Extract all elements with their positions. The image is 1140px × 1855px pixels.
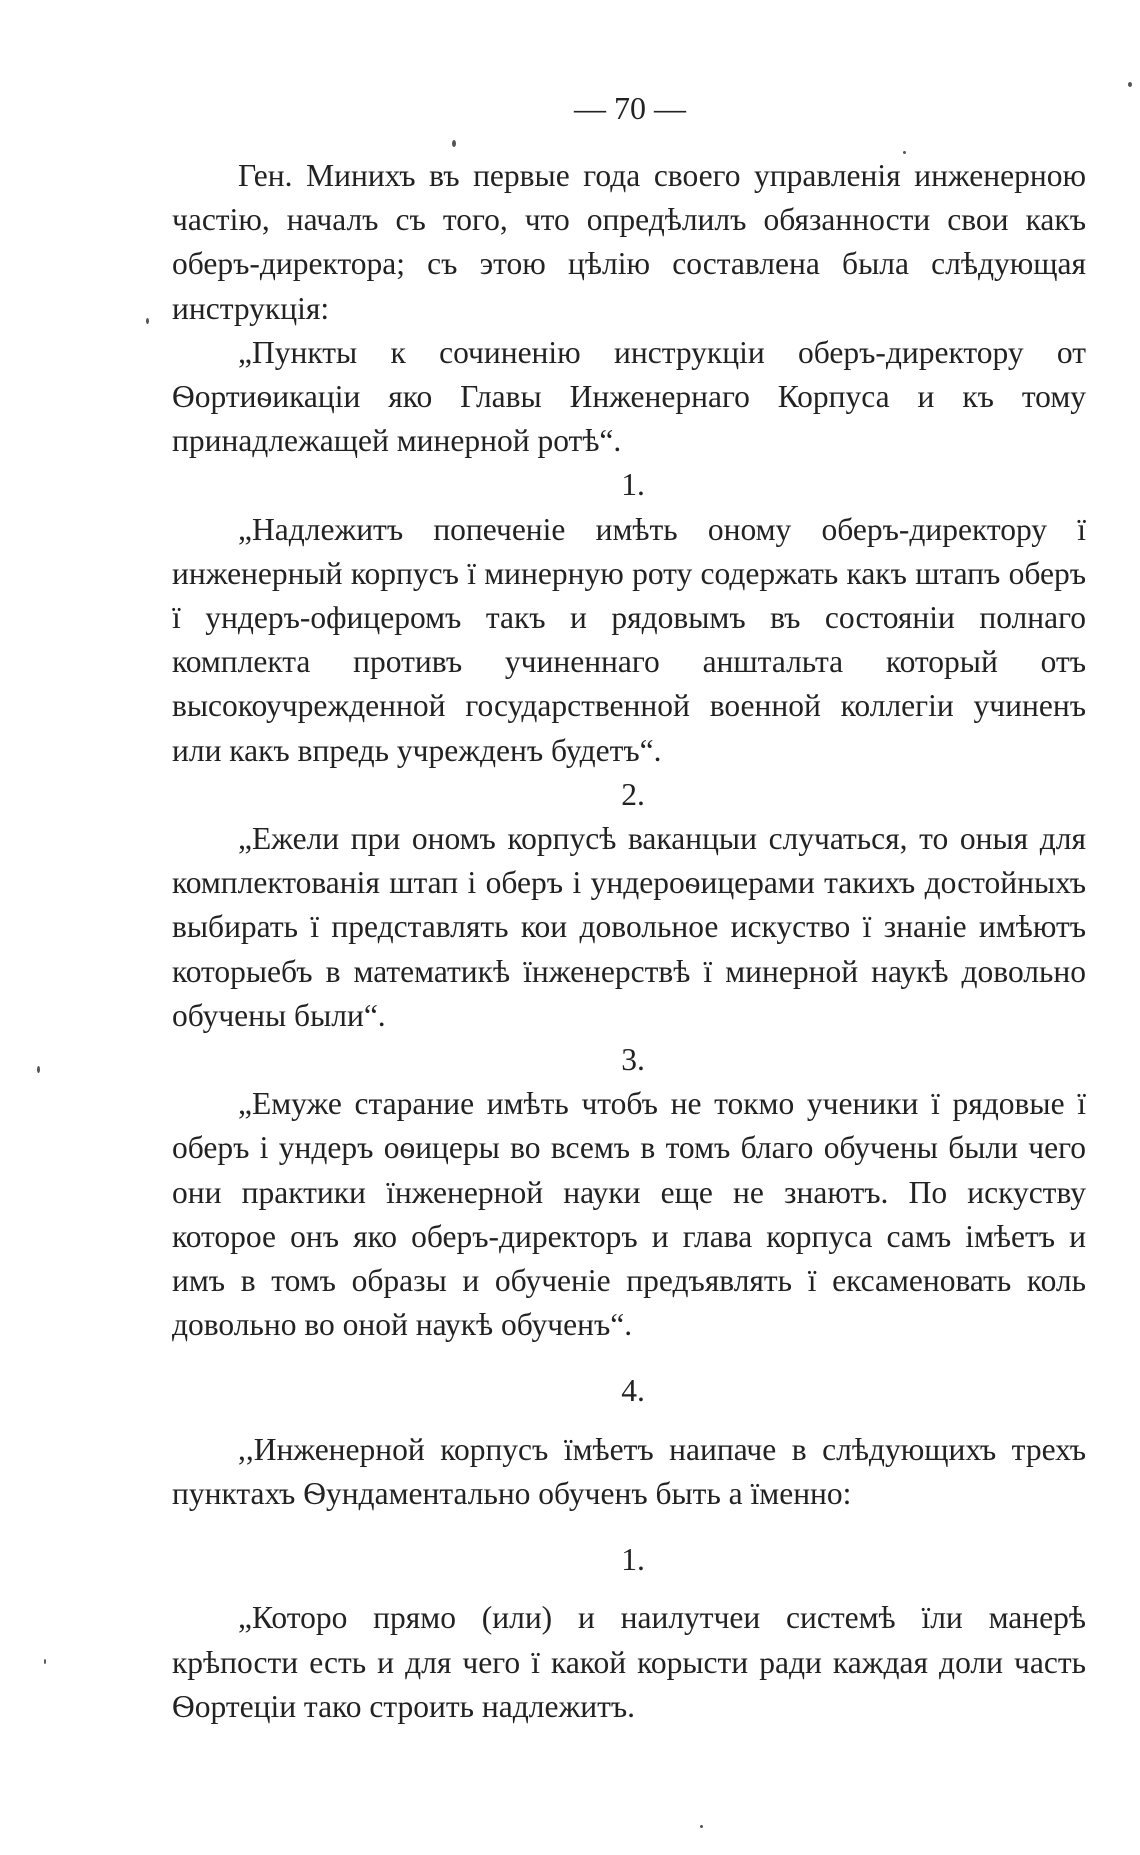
section-text: „Надлежитъ попеченіе имѣть оному оберъ-директору ї инженерный корпусъ ї минерную роту содержать какъ штапъ оберъ ї ундеръ-офицеромъ такъ и рядовымъ въ состояніи полнаго комплекта противъ учиненнаго анштальта который отъ высокоучрежденной государственной военной коллегіи учиненъ или какъ впредь учрежденъ будетъ“. [172,511,1086,768]
scan-speck [37,1066,40,1073]
scan-speck [452,140,456,147]
scan-speck [700,1825,703,1828]
section-number: 1. [621,467,645,503]
section-text: „Ежели при ономъ корпусѣ ваканцыи случаться, то оныя для комплектованія штап і оберъ і ундероѳицерами такихъ достойныхъ выбирать ї представлять кои довольное искуство ї знаніе имѣютъ которыебъ в математикѣ їнженерствѣ ї минерной наукѣ довольно обучены были“. [172,821,1086,1033]
intro-paragraph: Ген. Минихъ въ первые года своего управленія инженерною частію, началъ съ того, что опредѣлилъ обязанности свои какъ оберъ-директора; съ этою цѣлію составлена была слѣдующая инструкція: [172,158,1086,326]
scan-speck [44,1659,46,1664]
page-number: — 70 — [574,90,686,126]
subsection-number: 1. [621,1542,645,1578]
scan-speck [1128,82,1132,87]
scan-speck [903,151,906,154]
section-text: ,,Инженерной корпусъ їмѣетъ наипаче в слѣдующихъ трехъ пунктахъ Ѳундаментально обученъ быть а їменно: [172,1431,1086,1511]
instruction-title-paragraph: „Пункты к сочиненію инструкціи оберъ-директору от Ѳортиѳикаціи яко Главы Инженернаго Корпуса и къ тому принадлежащей минерной ротѣ“. [172,334,1086,459]
scan-speck [146,318,149,324]
subsection-text: „Которо прямо (или) и наилутчеи системѣ їли манерѣ крѣпости есть и для чего ї какой корысти ради каждая доли часть Ѳортеціи тако строить надлежитъ. [172,1600,1086,1724]
section-number: 4. [621,1373,645,1409]
section-number: 2. [621,776,645,812]
section-number: 3. [621,1042,645,1078]
section-text: „Емуже старание имѣть чтобъ не токмо ученики ї рядовые ї оберъ і ундеръ оѳицеры во всемъ в томъ благо обучены были чего они практики їнженерной науки еще не знаютъ. По искуству которое онъ яко оберъ-директоръ и глава корпуса самъ імѣетъ и имъ в томъ образы и обученіе предъявлять ї ексаменовать коль довольно во оной наукѣ обученъ“. [172,1086,1086,1343]
